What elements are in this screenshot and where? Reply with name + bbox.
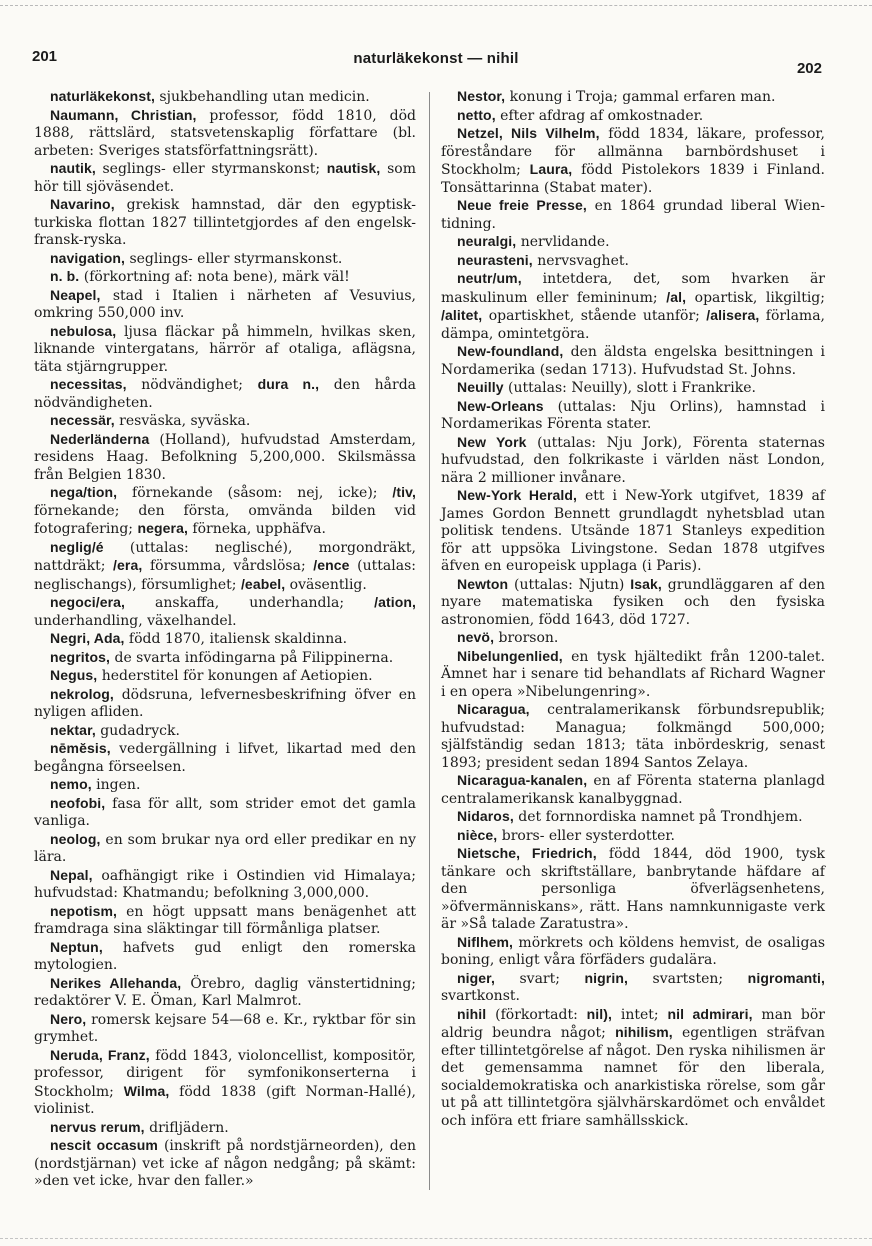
entry-definition: (förkortadt: bbox=[486, 1006, 587, 1023]
entry-definition: född 1870, italiensk skaldinna. bbox=[124, 631, 348, 647]
entry-definition: nervlidande. bbox=[516, 234, 610, 250]
entry-headword: neuralgi, bbox=[457, 233, 517, 249]
dictionary-entry bbox=[34, 539, 416, 595]
dictionary-entry bbox=[34, 1119, 416, 1138]
entry-definition: seglings- eller styrmanskonst. bbox=[125, 250, 343, 267]
entry-definition: (uttalas: neglisché), morgondräkt, nattdräkt; bbox=[34, 539, 416, 574]
entry-definition: konung i Troja; gammal erfaren man. bbox=[505, 89, 776, 105]
dictionary-entry bbox=[34, 412, 416, 431]
entry-headword: n. b. bbox=[50, 268, 80, 284]
entry-headword: Neruda, Franz, bbox=[50, 1046, 150, 1063]
dictionary-entry bbox=[441, 934, 825, 970]
dictionary-entry bbox=[34, 323, 416, 377]
dictionary-entry bbox=[34, 776, 416, 795]
entry-definition: Örebro, daglig vänstertidning; redaktörer V. E. Öman, Karl Malmrot. bbox=[34, 975, 417, 1009]
dictionary-entry bbox=[34, 867, 416, 903]
entry-headword: naturläkekonst, bbox=[50, 88, 155, 104]
dictionary-entry bbox=[34, 939, 416, 975]
entry-definition: förnekande (såsom: nej, icke); bbox=[117, 485, 393, 501]
dictionary-entry bbox=[34, 484, 416, 539]
entry-headword: Nederländerna bbox=[50, 430, 150, 447]
dictionary-entry bbox=[34, 1011, 416, 1047]
dictionary-entry bbox=[441, 576, 825, 630]
entry-definition: hafvets gud enligt den romerska mytologien. bbox=[34, 939, 416, 973]
entry-headword: nervus rerum, bbox=[50, 1118, 145, 1135]
dictionary-entry bbox=[34, 903, 416, 939]
dictionary-entry bbox=[441, 125, 825, 197]
entry-headword: nepotism, bbox=[50, 902, 118, 919]
entry-definition: svartkonst. bbox=[441, 988, 520, 1004]
entry-definition: efter afdrag af omkostnader. bbox=[495, 107, 704, 124]
entry-headword: /ation, bbox=[374, 594, 416, 610]
entry-headword: neutr/um, bbox=[457, 270, 522, 286]
entry-headword: Laura, bbox=[529, 161, 573, 177]
entry-definition: ljusa fläckar på himmeln, hvilkas sken, liknande vintergatans, härrör af otaliga, aflägsna, täta stjärngrupper. bbox=[34, 323, 416, 375]
entry-headword: Niflhem, bbox=[457, 933, 514, 950]
entry-headword: necessitas, bbox=[50, 376, 127, 392]
entry-definition: en af Förenta staterna planlagd centralamerikansk kanalbyggnad. bbox=[441, 773, 825, 807]
entry-definition: opartiskhet, stående utanför; bbox=[482, 308, 707, 324]
dictionary-entry bbox=[441, 772, 825, 808]
entry-definition: en tysk hjältedikt från 1200-talet. Ämnet har i senare tid behandlats af Richard Wagner i en opera »Nibelungenring». bbox=[441, 648, 825, 700]
entry-headword: Nicaragua, bbox=[457, 701, 530, 717]
entry-definition: född 1843, violoncellist, kompositör, professor, dirigent för symfonikonserterna i Stockholm; bbox=[34, 1047, 416, 1100]
entry-headword: nil), bbox=[586, 1005, 613, 1022]
entry-headword: Nidaros, bbox=[457, 808, 514, 824]
entry-definition: svartsten; bbox=[628, 970, 748, 987]
dictionary-entry bbox=[34, 722, 416, 741]
entry-definition: resväska, syväska. bbox=[114, 413, 251, 429]
entry-definition: (uttalas: Neuilly), slott i Frankrike. bbox=[503, 380, 756, 396]
entry-definition: (uttalas: Njutn) bbox=[508, 576, 631, 593]
dictionary-entry bbox=[441, 827, 825, 846]
entry-headword: nekrolog, bbox=[50, 685, 114, 702]
entry-definition: (Holland), hufvudstad Amsterdam, residens Haag. Befolkning 5,200,000. Skilsmässa från Belgien 1830. bbox=[34, 431, 416, 483]
dictionary-entry bbox=[34, 376, 416, 412]
entry-headword: nebulosa, bbox=[50, 322, 117, 339]
entry-headword: nemo, bbox=[50, 776, 92, 792]
entry-headword: /era, bbox=[113, 557, 143, 573]
dictionary-entry bbox=[441, 88, 825, 107]
entry-definition: brors- eller systerdotter. bbox=[497, 827, 675, 844]
entry-headword: neurasteni, bbox=[457, 251, 533, 268]
dictionary-entry bbox=[34, 975, 416, 1011]
entry-definition: gudadryck. bbox=[95, 722, 180, 739]
entry-definition: född 1844, död 1900, tysk tänkare och skriftställare, banbrytande häfdare af den personliga öfverlägsenhetens, »öfvermänniskans», rätt. Hans namnkunnigaste verk är »Så talade Zaratustra». bbox=[441, 846, 826, 932]
entry-headword: nièce, bbox=[457, 826, 498, 843]
entry-headword: Negus, bbox=[50, 667, 98, 683]
entry-definition: opartisk, likgiltig; bbox=[686, 289, 825, 306]
entry-headword: neofobi, bbox=[50, 794, 106, 811]
dictionary-entry bbox=[34, 667, 416, 686]
dictionary-entry bbox=[441, 107, 825, 126]
left-column bbox=[34, 88, 416, 1191]
entry-headword: Newton bbox=[457, 575, 509, 592]
entry-headword: nautisk, bbox=[326, 160, 381, 176]
entry-headword: neolog, bbox=[50, 830, 101, 847]
entry-definition: grekisk hamnstad, där den egyptisk-turkiska flottan 1827 tillintetgjordes af den engelsk-fransk-ryska. bbox=[34, 197, 416, 248]
entry-headword: niger, bbox=[457, 969, 495, 986]
dictionary-entry bbox=[34, 287, 416, 323]
entry-headword: New-Orleans bbox=[457, 397, 544, 414]
dictionary-entry bbox=[34, 630, 416, 649]
dictionary-entry bbox=[34, 160, 416, 196]
dictionary-entry bbox=[34, 107, 416, 161]
entry-definition: född 1834, läkare, professor, föreståndare för allmänna barnbördshuset i Stockholm; bbox=[441, 126, 826, 178]
entry-definition: nervsvaghet. bbox=[532, 252, 629, 269]
entry-definition: född Pistolekors 1839 i Finland. Tonsättarinna (Stabat mater). bbox=[441, 162, 825, 196]
dictionary-entry bbox=[34, 686, 416, 722]
page-header bbox=[0, 46, 872, 76]
entry-headword: /ence bbox=[313, 557, 350, 573]
entry-headword: nigromanti, bbox=[747, 969, 825, 986]
entry-definition: grundläggaren af den nyare matematiska fysiken och den fysiska astronomien, född 1643, död 1727. bbox=[441, 576, 825, 628]
entry-definition: intetdera, det, som hvarken är maskulinum eller femininum; bbox=[441, 271, 825, 306]
entry-definition: drifljädern. bbox=[144, 1119, 229, 1136]
entry-definition: de svarta infödingarna på Filippinerna. bbox=[110, 649, 394, 666]
dictionary-entry bbox=[34, 250, 416, 269]
entry-headword: nēmĕsis, bbox=[50, 740, 111, 756]
entry-definition: ingen. bbox=[91, 777, 141, 793]
entry-headword: Wilma, bbox=[123, 1082, 170, 1099]
entry-headword: New-York Herald, bbox=[457, 487, 578, 503]
entry-headword: Neue freie Presse, bbox=[457, 197, 587, 213]
dictionary-entry bbox=[441, 434, 825, 488]
entry-definition: oafhängigt rike i Ostindien vid Himalaya; hufvudstad: Khatmandu; befolkning 3,000,000. bbox=[34, 867, 416, 901]
entry-headword: Nero, bbox=[50, 1010, 87, 1027]
entry-headword: nihil bbox=[457, 1005, 487, 1022]
dictionary-entry bbox=[441, 1006, 825, 1131]
entry-definition: egentligen sträfvan efter tillintetgörelse af något. Den ryska nihilismen är det gemensamma namnet för den liberala, socialdemokratiska och anarkistiska rörelse, som går ut på att tillintetgöra självhärskardömet och envåldet och införa ett friare samhällsskick. bbox=[441, 1025, 825, 1129]
entry-headword: dura n., bbox=[257, 376, 320, 392]
entry-definition: (uttalas: Nju Jork), Förenta staternas hufvudstad, den folkrikaste i världen näst London, nära 2 millioner invånare. bbox=[441, 434, 825, 486]
right-column bbox=[441, 88, 825, 1130]
entry-headword: /alisera, bbox=[706, 307, 760, 323]
entry-headword: nevö, bbox=[457, 629, 495, 645]
entry-definition: (inskrift på nordstjärneorden), den (nordstjärnan) vet icke af någon nedgång; på skämt: »den vet icke, hvar den faller.» bbox=[34, 1138, 416, 1189]
entry-definition: en 1864 grundad liberal Wien-tidning. bbox=[441, 198, 825, 232]
entry-headword: Neptun, bbox=[50, 938, 103, 955]
entry-headword: Nerikes Allehanda, bbox=[50, 974, 182, 991]
entry-definition: seglings- eller styrmanskonst; bbox=[95, 161, 327, 177]
entry-definition: hederstitel för konungen af Aetiopien. bbox=[97, 668, 373, 684]
entry-definition: anskaffa, underhandla; bbox=[125, 595, 375, 611]
entry-headword: negera, bbox=[137, 520, 188, 536]
column-divider bbox=[429, 92, 430, 1190]
entry-headword: netto, bbox=[457, 106, 496, 123]
entry-headword: neglig/é bbox=[50, 538, 104, 555]
entry-definition: förneka, upphäfva. bbox=[187, 521, 326, 537]
dictionary-entry bbox=[34, 594, 416, 630]
dictionary-entry bbox=[441, 343, 825, 379]
entry-headword: Nicaragua-kanalen, bbox=[457, 772, 588, 788]
dictionary-entry bbox=[441, 845, 825, 934]
dictionary-entry bbox=[441, 648, 825, 702]
dictionary-entry bbox=[441, 398, 825, 434]
dictionary-entry bbox=[441, 701, 825, 772]
entry-headword: nega/tion, bbox=[50, 484, 118, 500]
scan-top-edge bbox=[0, 5, 872, 6]
entry-headword: /eabel, bbox=[240, 575, 286, 592]
dictionary-entry bbox=[441, 252, 825, 271]
dictionary-entry bbox=[34, 1047, 416, 1119]
dictionary-entry bbox=[34, 268, 416, 287]
entry-definition: intet; bbox=[612, 1006, 668, 1023]
entry-headword: Nibelungenlied, bbox=[457, 647, 563, 664]
entry-definition: det fornnordiska namnet på Trondhjem. bbox=[513, 809, 803, 825]
dictionary-entry bbox=[441, 629, 825, 648]
entry-definition: mörkrets och köldens hemvist, de osaligas boning, enligt våra förfäders gudalära. bbox=[441, 934, 825, 968]
entry-headword: navigation, bbox=[50, 249, 125, 266]
entry-headword: Nietsche, Friedrich, bbox=[457, 845, 597, 861]
entry-headword: New-foundland, bbox=[457, 343, 564, 359]
entry-definition: stad i Italien i närheten af Vesuvius, omkring 550,000 inv. bbox=[34, 287, 416, 321]
entry-headword: Nestor, bbox=[457, 88, 506, 104]
dictionary-entry bbox=[441, 379, 825, 398]
entry-definition: underhandling, växelhandel. bbox=[34, 612, 237, 629]
dictionary-entry bbox=[441, 197, 825, 233]
entry-definition: en som brukar nya ord eller predikar en ny lära. bbox=[34, 831, 416, 865]
entry-headword: Isak, bbox=[630, 575, 662, 592]
entry-headword: /alitet, bbox=[441, 307, 483, 323]
entry-headword: Netzel, Nils Vilhelm, bbox=[457, 125, 600, 141]
entry-headword: /tiv, bbox=[392, 484, 416, 500]
entry-headword: Neapel, bbox=[50, 286, 101, 303]
entry-headword: nil admirari, bbox=[667, 1005, 753, 1022]
entry-definition: romersk kejsare 54—68 e. Kr., ryktbar för sin grymhet. bbox=[34, 1011, 416, 1045]
entry-definition: vedergällning i lifvet, likartad med den begångna förseelsen. bbox=[34, 741, 416, 775]
entry-definition: försumma, vårdslösa; bbox=[142, 558, 314, 574]
dictionary-entry bbox=[34, 740, 416, 776]
entry-headword: Neuilly bbox=[457, 379, 504, 395]
entry-definition: förnekande; den första, omvända bilden vid fotografering; bbox=[34, 502, 416, 537]
dictionary-entry bbox=[34, 196, 416, 250]
entry-headword: nektar, bbox=[50, 721, 96, 738]
entry-headword: nescit occasum bbox=[50, 1137, 158, 1153]
entry-headword: /al, bbox=[666, 288, 687, 305]
entry-definition: en högt uppsatt mans benägenhet att framdraga sina släktingar till förmånliga platser. bbox=[34, 903, 416, 937]
entry-headword: nihilism, bbox=[615, 1024, 673, 1040]
entry-headword: negritos, bbox=[50, 648, 111, 665]
entry-definition: (uttalas: Nju Orlins), hamnstad i Nordamerikas Förenta stater. bbox=[441, 398, 825, 432]
entry-headword: Negri, Ada, bbox=[50, 630, 125, 646]
dictionary-entry bbox=[441, 970, 825, 1006]
entry-headword: New York bbox=[457, 433, 527, 450]
entry-definition: född 1838 (gift Norman-Hallé), violinist. bbox=[34, 1083, 417, 1117]
running-title: naturläkekonst — nihil bbox=[353, 50, 519, 67]
entry-headword: negoci/era, bbox=[50, 594, 126, 610]
entry-headword: necessär, bbox=[50, 412, 115, 428]
entry-definition: den äldsta engelska besittningen i Nordamerika (sedan 1713). Hufvudstad St. Johns. bbox=[441, 344, 825, 378]
dictionary-entry bbox=[34, 431, 416, 485]
entry-definition: förlama, dämpa, omintetgöra. bbox=[441, 308, 825, 342]
scan-bottom-edge bbox=[0, 1238, 872, 1239]
entry-headword: nigrin, bbox=[584, 969, 628, 986]
dictionary-entry bbox=[34, 649, 416, 668]
entry-definition: oväsentlig. bbox=[285, 576, 367, 593]
entry-definition: man bör aldrig beundra något; bbox=[441, 1006, 825, 1041]
entry-definition: brorson. bbox=[494, 630, 559, 646]
entry-definition: som hör till sjöväsendet. bbox=[34, 161, 416, 195]
entry-definition: den hårda nödvändigheten. bbox=[34, 377, 416, 411]
entry-definition: professor, född 1810, död 1888, rättslärd, statsvetenskaplig författare (bl. arbeten: Sveriges statsförfattningsrätt). bbox=[34, 107, 417, 159]
entry-definition: ett i New-York utgifvet, 1839 af James Gordon Bennett grundlagdt nyhetsblad utan politisk tendens. Utsände 1871 Stanleys expedition för att uppsöka Livingstone. Sedan 1878 utgifves äfven en europeisk upplaga (i Paris). bbox=[441, 488, 825, 574]
page-number-left: 201 bbox=[32, 48, 58, 65]
entry-definition: svart; bbox=[494, 970, 585, 987]
entry-definition: centralamerikansk förbundsrepublik; hufvudstad: Managua; folkmängd 500,000; själfständig sedan 1813; täta inbördeskrig, senast 1893; president sedan 1894 Santos Zelaya. bbox=[441, 702, 825, 771]
dictionary-entry bbox=[34, 88, 416, 107]
dictionary-entry bbox=[34, 795, 416, 831]
page-number-right: 202 bbox=[796, 60, 822, 77]
entry-definition: fasa för allt, som strider emot det gamla vanliga. bbox=[34, 795, 416, 829]
dictionary-entry bbox=[441, 808, 825, 827]
entry-definition: dödsruna, lefvernesbeskrifning öfver en nyligen afliden. bbox=[34, 686, 416, 720]
entry-headword: Navarino, bbox=[50, 196, 115, 212]
entry-definition: sjukbehandling utan medicin. bbox=[154, 89, 370, 105]
dictionary-entry bbox=[441, 487, 825, 576]
entry-definition: (uttalas: neglischangs), försumlighet; bbox=[34, 558, 416, 593]
entry-definition: (förkortning af: nota bene), märk väl! bbox=[79, 269, 350, 285]
dictionary-entry bbox=[441, 270, 825, 343]
entry-headword: nautik, bbox=[50, 160, 96, 176]
entry-headword: Naumann, Christian, bbox=[50, 106, 197, 123]
dictionary-entry bbox=[34, 1137, 416, 1191]
entry-definition: nödvändighet; bbox=[126, 377, 258, 393]
dictionary-entry bbox=[34, 831, 416, 867]
dictionary-entry bbox=[441, 233, 825, 252]
entry-headword: Nepal, bbox=[50, 866, 93, 883]
